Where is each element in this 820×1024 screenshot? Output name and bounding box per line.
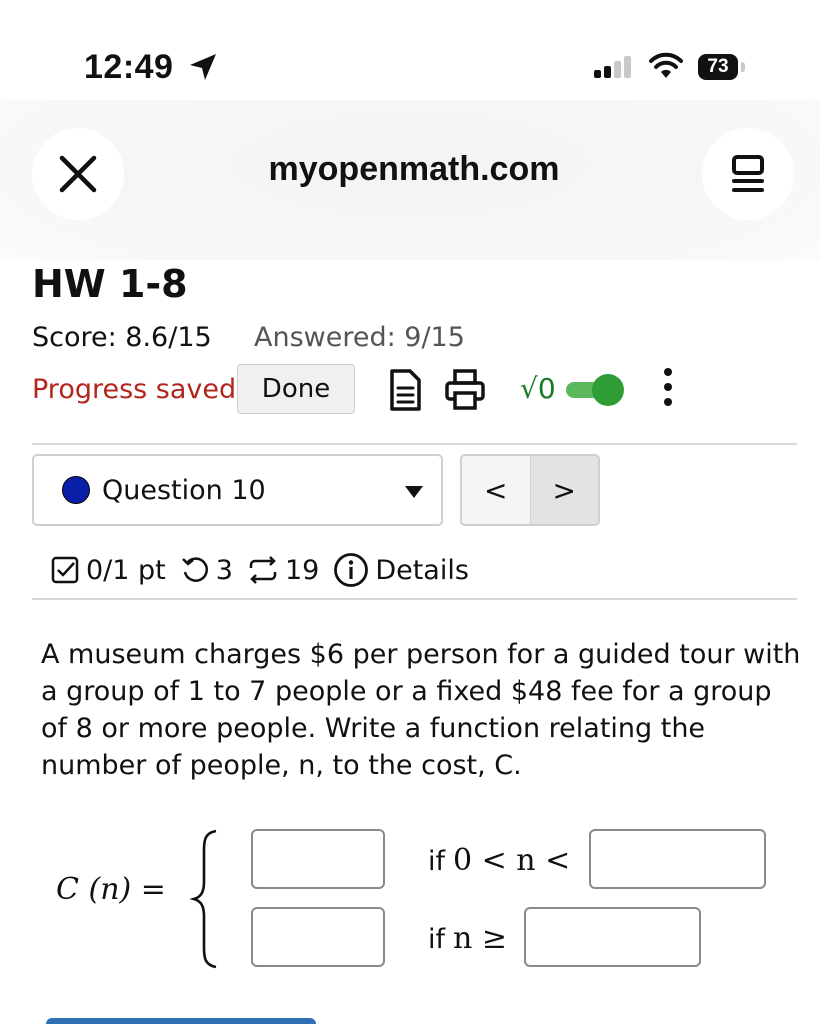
question-status-dot	[62, 476, 90, 504]
case2-condition	[428, 921, 507, 956]
done-button[interactable]: Done	[237, 364, 355, 414]
submit-button-edge[interactable]	[46, 1018, 316, 1024]
answer-box-case2-value[interactable]	[251, 907, 385, 967]
progress-saved-text: Progress saved	[32, 374, 237, 405]
math-entry-toggle[interactable]	[566, 374, 624, 406]
case1-math: 0 < n <	[453, 843, 571, 878]
question-select[interactable]	[32, 454, 443, 526]
battery-icon: 73	[698, 54, 738, 80]
case1-condition	[428, 843, 570, 878]
retries-count: 3	[215, 554, 233, 586]
caret-down-icon	[405, 486, 423, 498]
answer-box-case1-bound[interactable]	[589, 829, 766, 889]
answer-box-case1-value[interactable]	[251, 829, 385, 889]
case2-if: if	[428, 924, 446, 955]
reader-button[interactable]	[702, 128, 794, 220]
info-icon[interactable]	[333, 552, 369, 588]
regenerate-icon	[247, 555, 279, 585]
printer-icon[interactable]	[444, 368, 486, 412]
question-select-label: Question 10	[102, 474, 266, 506]
checkbox-icon	[50, 555, 80, 585]
details-link[interactable]: Details	[375, 554, 469, 586]
question-nav	[460, 454, 600, 526]
answered-text: Answered: 9/15	[254, 322, 465, 353]
question-text: A museum charges $6 per person for a guided tour with a group of 1 to 7 people or a fixed $48 fee for a group of 8 or more people. Write a function relating the number of people, n, to the cost, C.	[41, 639, 801, 781]
divider	[32, 443, 797, 445]
location-arrow-icon	[188, 52, 218, 82]
function-lhs: C (n) =	[56, 872, 166, 907]
points-text: 0/1 pt	[86, 554, 166, 586]
retry-icon	[180, 555, 210, 585]
document-icon[interactable]	[388, 368, 422, 412]
case2-math: n ≥	[453, 921, 508, 956]
more-vertical-icon[interactable]	[664, 368, 672, 406]
regens-count: 19	[284, 554, 320, 586]
battery-cap	[741, 62, 745, 72]
divider	[32, 598, 797, 600]
answer-box-case2-bound[interactable]	[524, 907, 701, 967]
reader-icon	[731, 154, 765, 194]
score-text: Score: 8.6/15	[32, 322, 212, 353]
page-title: HW 1-8	[32, 262, 188, 306]
url-label[interactable]: myopenmath.com	[268, 150, 560, 188]
case1-if: if	[428, 846, 446, 877]
status-time: 12:49	[84, 48, 174, 86]
cell-signal-icon	[594, 56, 631, 78]
prev-question-button[interactable]: <	[462, 456, 530, 524]
math-entry-label: √0	[520, 372, 556, 405]
next-question-button[interactable]: >	[530, 456, 599, 524]
wifi-icon	[648, 52, 684, 80]
left-brace	[190, 828, 220, 970]
question-details-row	[50, 552, 483, 588]
